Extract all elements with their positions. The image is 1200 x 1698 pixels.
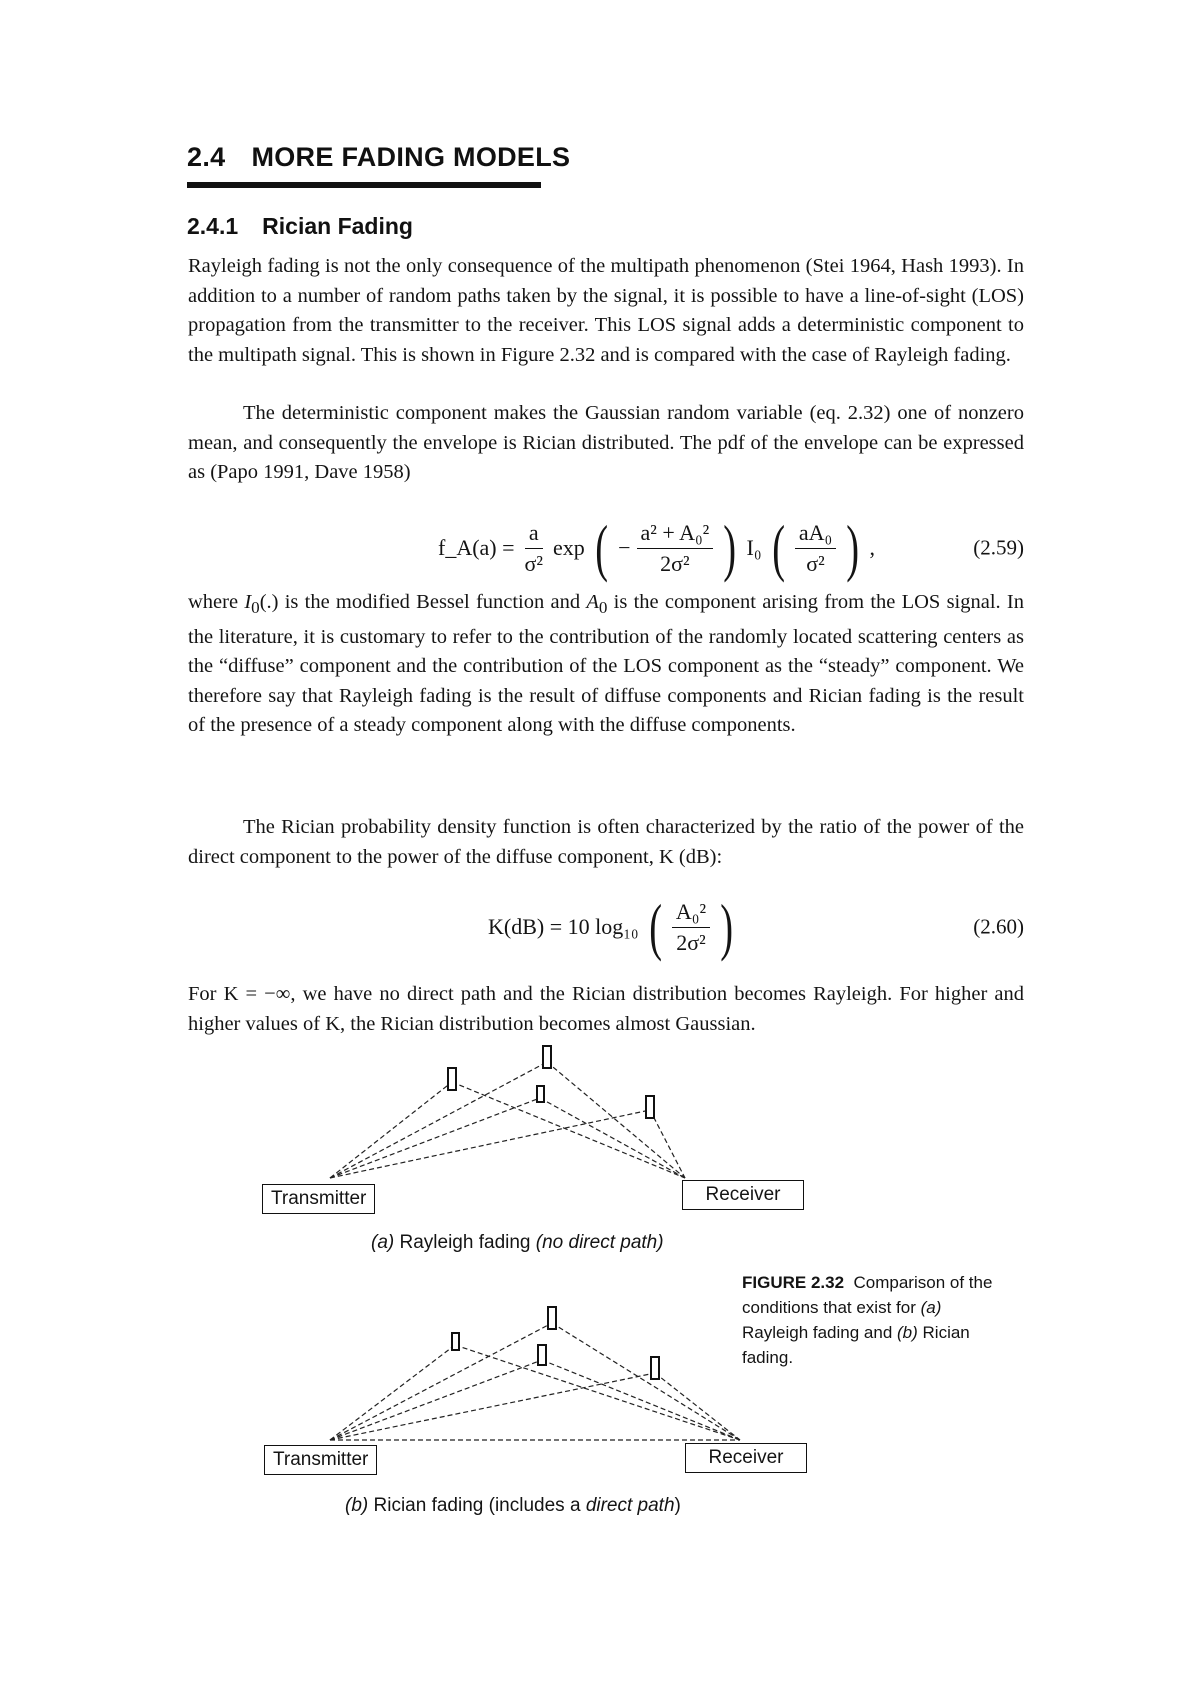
eq259-frac1-den: σ² bbox=[524, 550, 544, 576]
path-line bbox=[330, 1062, 547, 1178]
bessel-subscript: 0 bbox=[251, 598, 260, 618]
comma: , bbox=[869, 535, 875, 560]
figure-caption bbox=[742, 1270, 1002, 1370]
path-line bbox=[330, 1323, 552, 1440]
eq259-lhs: f_A(a) = bbox=[438, 535, 515, 560]
panel-b-caption-suffix: ) bbox=[674, 1495, 681, 1516]
path-line bbox=[330, 1082, 452, 1178]
figure-caption-b: Rayleigh fading and bbox=[742, 1323, 898, 1342]
section-title-text: MORE FADING MODELS bbox=[251, 142, 571, 172]
eq259-frac2-num: a² + A₀² bbox=[637, 520, 714, 549]
section-number: 2.4 bbox=[187, 142, 226, 172]
figure-label: FIGURE 2.32 bbox=[742, 1273, 845, 1292]
eq259-frac3-num: aA₀ bbox=[795, 520, 836, 549]
eq260-lhs: K(dB) = 10 log₁₀ bbox=[488, 914, 639, 939]
receiver-box-b: Receiver bbox=[685, 1443, 807, 1473]
minus-sign: − bbox=[618, 535, 631, 560]
path-line bbox=[330, 1360, 542, 1440]
panel-a-scatterers bbox=[448, 1046, 654, 1118]
paren-open: ( bbox=[771, 512, 785, 583]
panel-b-caption bbox=[345, 1495, 681, 1517]
path-line bbox=[455, 1345, 740, 1440]
eq260-frac-den: 2σ² bbox=[676, 929, 706, 955]
panel-a-caption bbox=[371, 1232, 664, 1254]
transmitter-box-a: Transmitter bbox=[262, 1184, 375, 1214]
scatterer bbox=[646, 1096, 654, 1118]
figure-caption-c: Rician fading. bbox=[742, 1323, 970, 1367]
panel-b-scatterers bbox=[452, 1307, 659, 1379]
scatterer bbox=[452, 1333, 459, 1350]
path-line bbox=[330, 1373, 655, 1440]
path-line bbox=[655, 1373, 740, 1440]
transmitter-box-b: Transmitter bbox=[264, 1445, 377, 1475]
paren-close: ) bbox=[720, 891, 734, 962]
path-line bbox=[330, 1345, 455, 1440]
scatterer bbox=[538, 1345, 546, 1365]
panel-a-tag: (a) bbox=[371, 1232, 395, 1253]
eq260-number: (2.60) bbox=[973, 914, 1024, 939]
where-a: where bbox=[188, 591, 245, 613]
where-c: is the component arising from the LOS signal. In the literature, it is customary to refer to the contribution of the randomly located scattering centers as the “diffuse” component and the contribution of the LOS component as the “steady” component. We therefore say that Rayleigh fading is the result of diffuse components and Rician fading is the result of the presence of a steady component along with the diffuse components. bbox=[188, 591, 1024, 737]
path-line bbox=[542, 1360, 740, 1440]
panel-b-caption-text: Rician fading (includes a bbox=[368, 1495, 586, 1516]
where-b: (.) is the modified Bessel function and bbox=[259, 591, 587, 613]
path-line bbox=[547, 1062, 685, 1178]
paren-close: ) bbox=[846, 512, 860, 583]
figure-caption-a-tag: (a) bbox=[920, 1298, 942, 1317]
eq259-bessel: I₀ bbox=[746, 535, 762, 560]
paragraph-deterministic: The deterministic component makes the Gaussian random variable (eq. 2.32) one of nonzero mean, and consequently the envelope is Rician distributed. The pdf of the envelope can be expressed as (Papo 1991, Dave 1958) bbox=[188, 402, 1024, 483]
scatterer bbox=[548, 1307, 556, 1329]
panel-b-paths bbox=[330, 1323, 740, 1440]
receiver-box-a: Receiver bbox=[682, 1180, 804, 1210]
panel-a-caption-italic: (no direct path) bbox=[535, 1232, 664, 1253]
paragraph-rayleigh-intro: Rayleigh fading is not the only consequence of the multipath phenomenon (Stei 1964, Hash 1993). In addition to a number of random paths taken by the signal, it is possible to have a line-of-sight (LOS) propagation from the transmitter to the receiver. This LOS signal adds a deterministic component to the multipath signal. This is shown in Figure 2.32 and is compared with the case of Rayleigh fading. bbox=[188, 255, 1024, 366]
a0-subscript: 0 bbox=[598, 598, 608, 618]
paren-close: ) bbox=[723, 512, 737, 583]
eq260-frac-num: A₀² bbox=[672, 899, 710, 928]
scatterer bbox=[543, 1046, 551, 1068]
figure-caption-b-tag: (b) bbox=[897, 1323, 918, 1342]
subsection-title-text: Rician Fading bbox=[262, 213, 413, 239]
eq259-frac1-num: a bbox=[525, 520, 543, 549]
paragraph-k-infinity: For K = −∞, we have no direct path and the Rician distribution becomes Rayleigh. For higher and higher values of K, the Rician distribution becomes almost Gaussian. bbox=[188, 983, 1024, 1035]
scatterer bbox=[448, 1068, 456, 1090]
paren-open: ( bbox=[595, 512, 608, 583]
bessel-symbol: I bbox=[244, 591, 252, 613]
eq259-number: (2.59) bbox=[973, 535, 1024, 560]
subsection-number: 2.4.1 bbox=[187, 213, 239, 239]
panel-a-caption-text: Rayleigh fading bbox=[394, 1232, 536, 1253]
a0-symbol: A bbox=[586, 591, 599, 613]
path-line bbox=[540, 1098, 685, 1178]
path-line bbox=[330, 1098, 540, 1178]
scatterer bbox=[537, 1086, 544, 1102]
panel-b-tag: (b) bbox=[345, 1495, 369, 1516]
panel-a-paths bbox=[330, 1062, 685, 1178]
paren-open: ( bbox=[648, 891, 662, 962]
paragraph-k-factor: The Rician probability density function is often characterized by the ratio of the power of the direct component to the power of the diffuse component, K (dB): bbox=[188, 816, 1024, 868]
eq259-frac3-den: σ² bbox=[806, 550, 825, 576]
path-line bbox=[552, 1323, 740, 1440]
figure-caption-a: Comparison of the conditions that exist for bbox=[742, 1273, 993, 1317]
scatterer bbox=[651, 1357, 659, 1379]
eq259-exp: exp bbox=[553, 535, 585, 560]
panel-b-caption-italic: direct path bbox=[585, 1495, 675, 1516]
eq259-frac2-den: 2σ² bbox=[660, 550, 690, 576]
